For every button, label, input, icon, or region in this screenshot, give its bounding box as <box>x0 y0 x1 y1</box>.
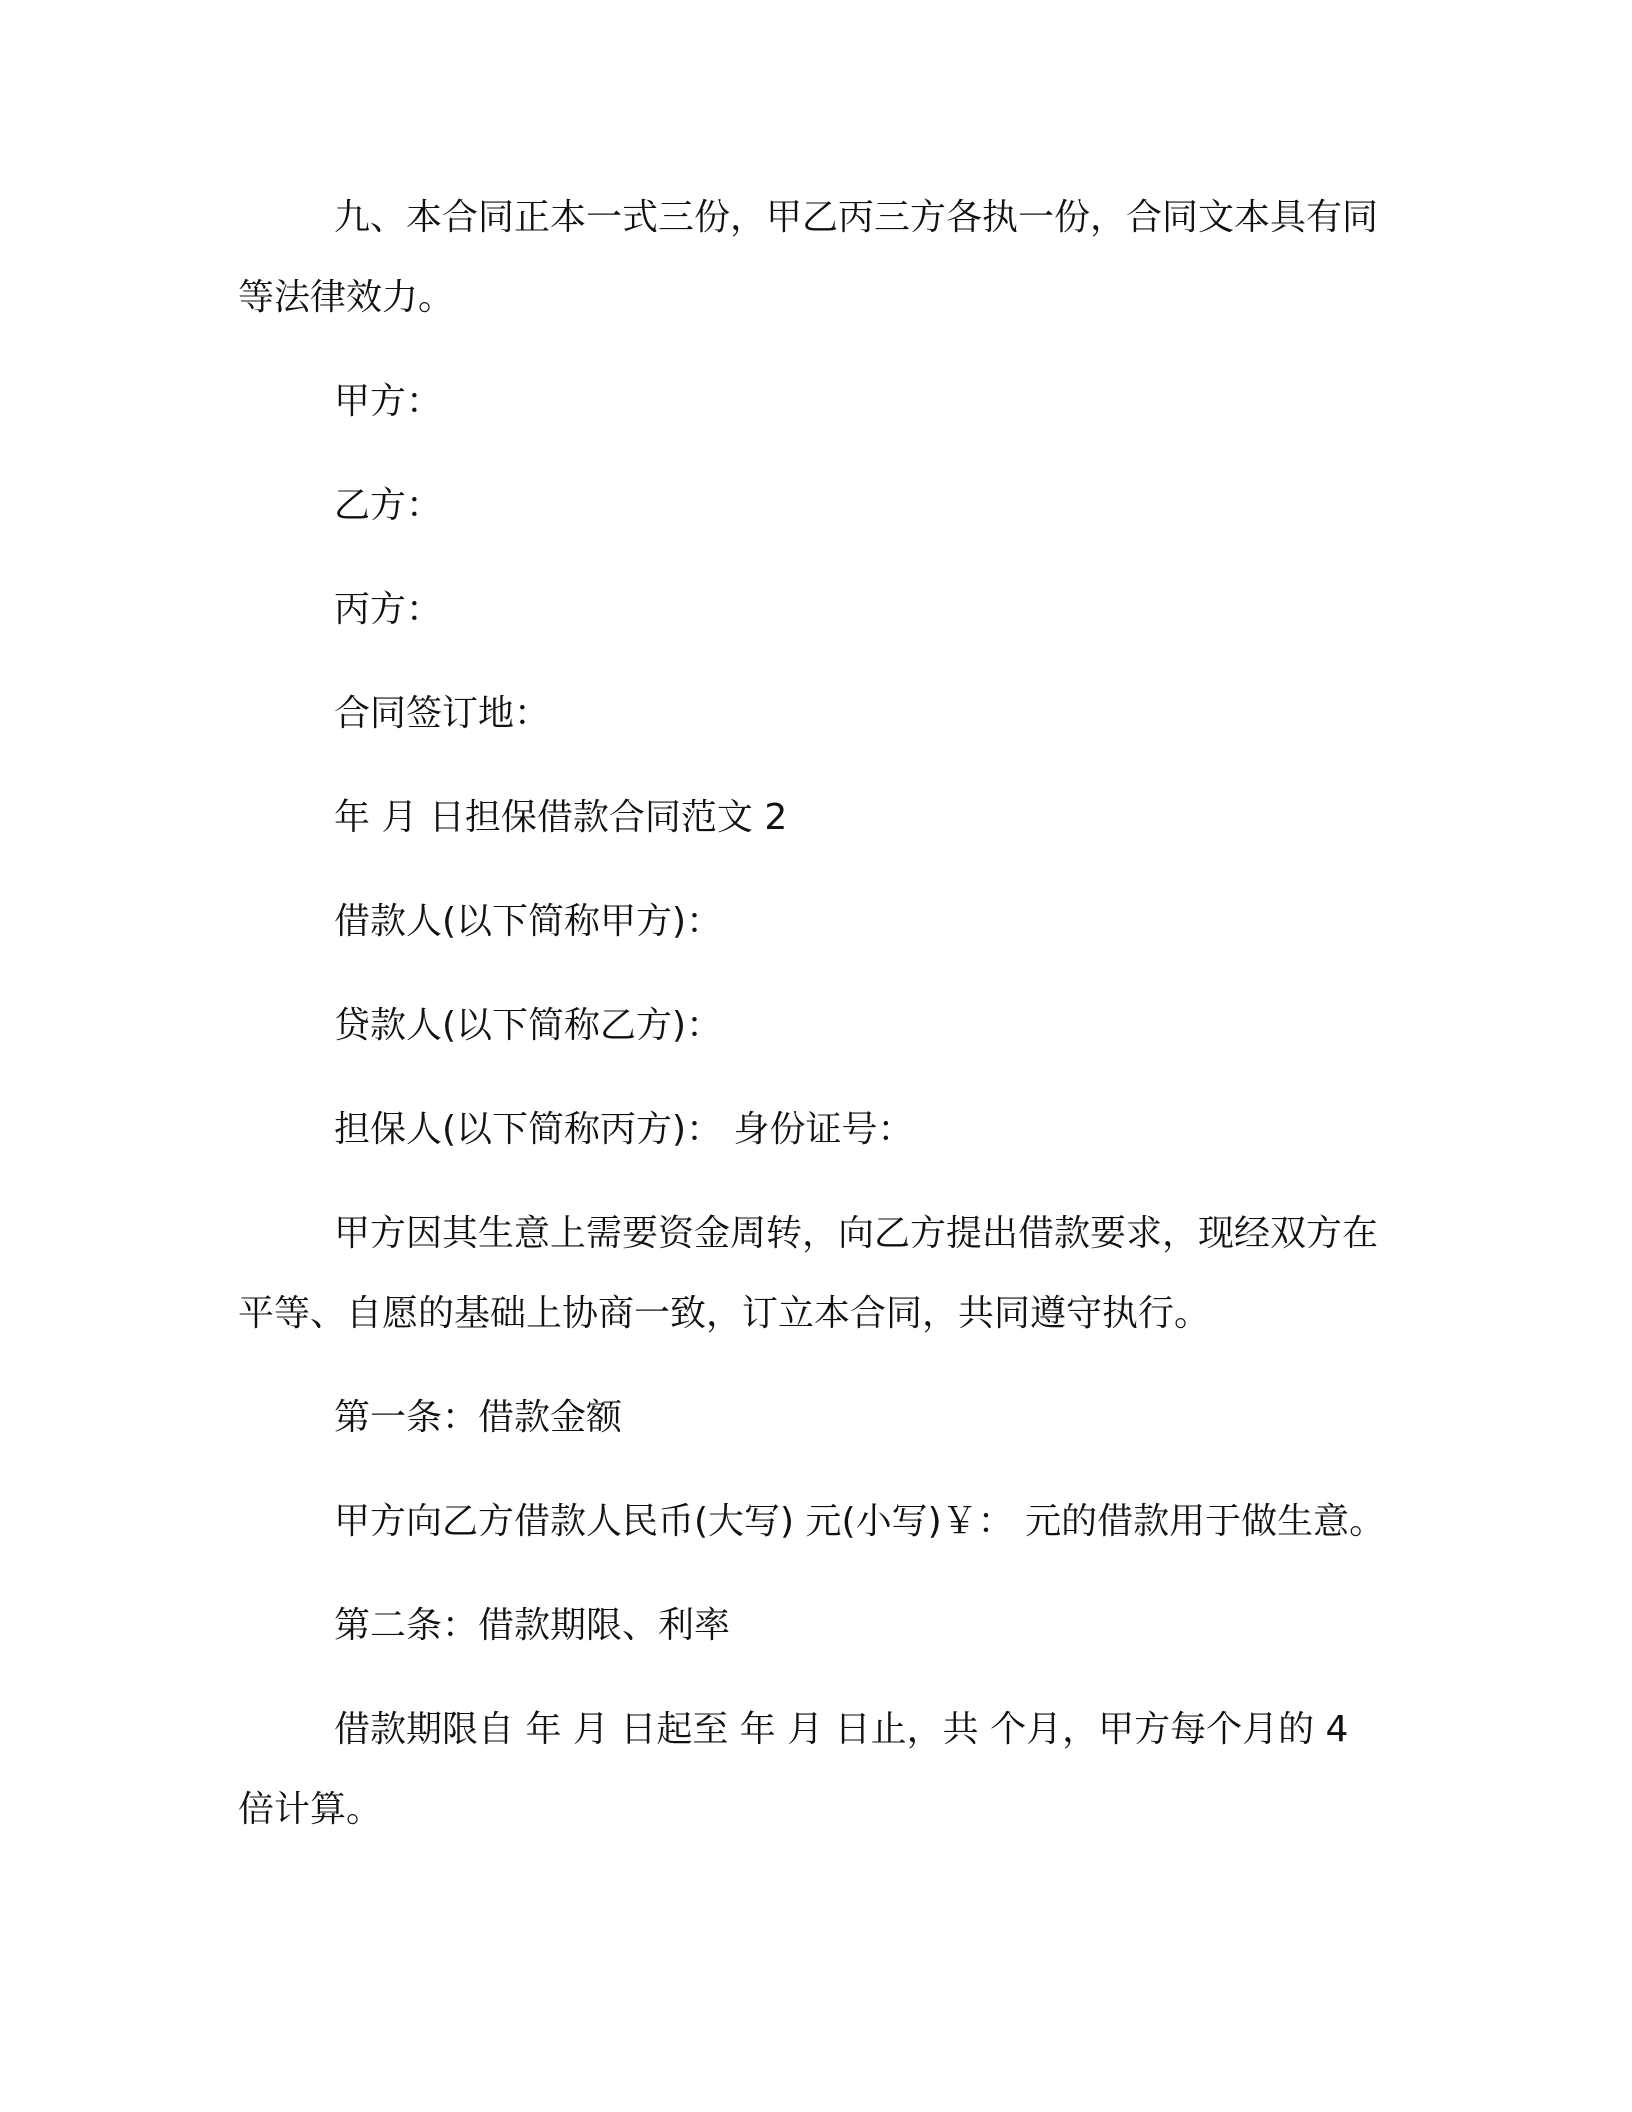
loan-amount-paragraph: 甲方向乙方借款人民币(大写) 元(小写)￥： 元的借款用于做生意。 <box>334 1501 1386 1542</box>
party-a-line: 甲方： <box>334 381 443 422</box>
borrower-line: 借款人(以下简称甲方)： <box>334 901 723 942</box>
preamble-paragraph: 甲方因其生意上需要资金周转，向乙方提出借款要求，现经双方在平等、自愿的基础上协商一致，订立本合同，共同遵守执行。 <box>238 1213 1379 1334</box>
clause-nine: 九、本合同正本一式三份，甲乙丙三方各执一份，合同文本具有同等法律效力。 <box>238 197 1379 318</box>
date-and-template-title: 年 月 日担保借款合同范文 2 <box>334 797 788 838</box>
guarantor-line: 担保人(以下简称丙方)： 身份证号： <box>334 1109 914 1150</box>
party-b-line: 乙方： <box>334 485 443 526</box>
article-two-heading: 第二条：借款期限、利率 <box>334 1605 731 1646</box>
document-body <box>238 178 1388 1850</box>
loan-term-paragraph: 借款期限自 年 月 日起至 年 月 日止，共 个月，甲方每个月的 4 倍计算。 <box>238 1709 1349 1830</box>
lender-line: 贷款人(以下简称乙方)： <box>334 1005 723 1046</box>
article-one-heading: 第一条：借款金额 <box>334 1397 623 1438</box>
party-c-line: 丙方： <box>334 589 443 630</box>
signing-place-line: 合同签订地： <box>334 693 551 734</box>
